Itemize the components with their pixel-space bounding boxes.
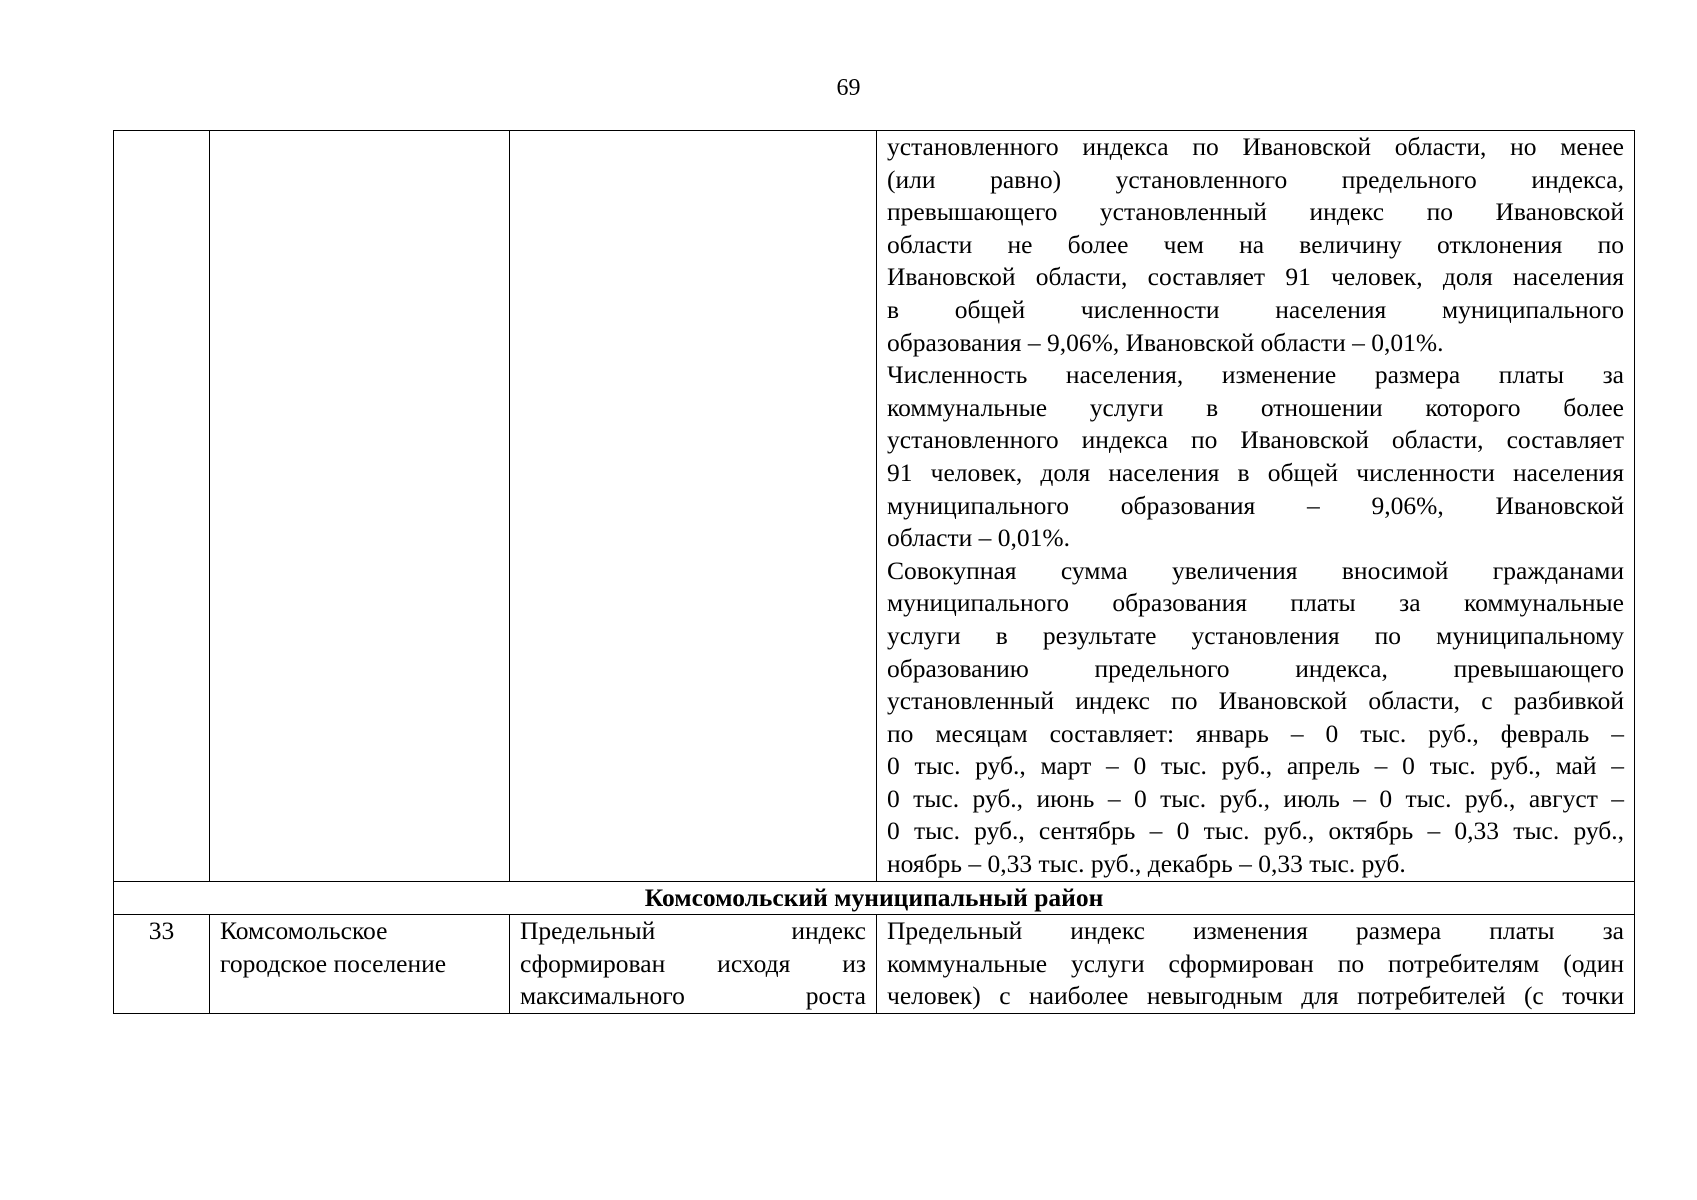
text-line: области – 0,01%. <box>887 523 1070 553</box>
index-basis <box>510 915 877 1014</box>
text-line: в общей численности населения муниципального <box>887 294 1624 324</box>
text-line: Комсомольское <box>220 916 388 946</box>
text-line: городское поселение <box>220 948 447 978</box>
text-line: сформирован исходя из <box>520 948 866 978</box>
text-line: муниципального образования – 9,06%, Ивановской <box>887 490 1624 520</box>
text-line: по месяцам составляет: январь – 0 тыс. руб., февраль – <box>887 718 1624 748</box>
text-line: ноябрь – 0,33 тыс. руб., декабрь – 0,33 тыс. руб. <box>887 849 1406 879</box>
text-line: коммунальные услуги сформирован по потребителям (один <box>887 948 1624 978</box>
cell-name-empty <box>210 131 510 882</box>
text-line: установленного индекса по Ивановской области, но менее <box>887 132 1624 161</box>
text-line: человек) с наиболее невыгодным для потребителей (с точки <box>887 981 1624 1011</box>
text-line: образования – 9,06%, Ивановской области – 0,01%. <box>887 327 1444 357</box>
text-line: установленный индекс по Ивановской области, с разбивкой <box>887 686 1624 716</box>
paragraph-total-increase <box>887 555 1624 881</box>
cell-basis-empty <box>510 131 877 882</box>
cell-description <box>877 131 1635 882</box>
section-heading-row <box>114 881 1635 915</box>
table-row <box>114 915 1635 1014</box>
text-line: 91 человек, доля населения в общей численности населения <box>887 457 1624 487</box>
text-line: услуги в результате установления по муниципальному <box>887 620 1624 650</box>
text-line: максимального роста <box>520 981 866 1011</box>
section-heading: Комсомольский муниципальный район <box>114 881 1635 915</box>
text-line: 0 тыс. руб., сентябрь – 0 тыс. руб., октябрь – 0,33 тыс. руб., <box>887 816 1624 846</box>
text-line: превышающего установленный индекс по Ивановской <box>887 197 1624 227</box>
index-description <box>877 915 1635 1014</box>
text-line: Предельный индекс <box>520 916 866 946</box>
text-line: образованию предельного индекса, превышающего <box>887 653 1624 683</box>
text-line: (или равно) установленного предельного индекса, <box>887 164 1624 194</box>
text-line: 0 тыс. руб., июнь – 0 тыс. руб., июль – 0 тыс. руб., август – <box>887 783 1624 813</box>
text-line: муниципального образования платы за коммунальные <box>887 588 1624 618</box>
page-number: 69 <box>836 75 861 101</box>
cell-number-empty <box>114 131 210 882</box>
paragraph-threshold-population <box>887 131 1624 359</box>
text-line: коммунальные услуги в отношении которого более <box>887 392 1624 422</box>
text-line: области не более чем на величину отклонения по <box>887 229 1624 259</box>
text-line: Численность населения, изменение размера платы за <box>887 360 1624 390</box>
paragraph-over-index-population <box>887 359 1624 555</box>
text-line: 0 тыс. руб., март – 0 тыс. руб., апрель – 0 тыс. руб., май – <box>887 751 1624 781</box>
municipality-name <box>210 915 510 1014</box>
text-line: Совокупная сумма увеличения вносимой гражданами <box>887 555 1624 585</box>
text-line: Ивановской области, составляет 91 человек, доля населения <box>887 262 1624 292</box>
row-number: 33 <box>114 915 210 1014</box>
text-line: установленного индекса по Ивановской области, составляет <box>887 425 1624 455</box>
text-line: Предельный индекс изменения размера платы за <box>887 916 1624 946</box>
continuation-row <box>114 131 1635 882</box>
document-table <box>113 130 1635 1014</box>
